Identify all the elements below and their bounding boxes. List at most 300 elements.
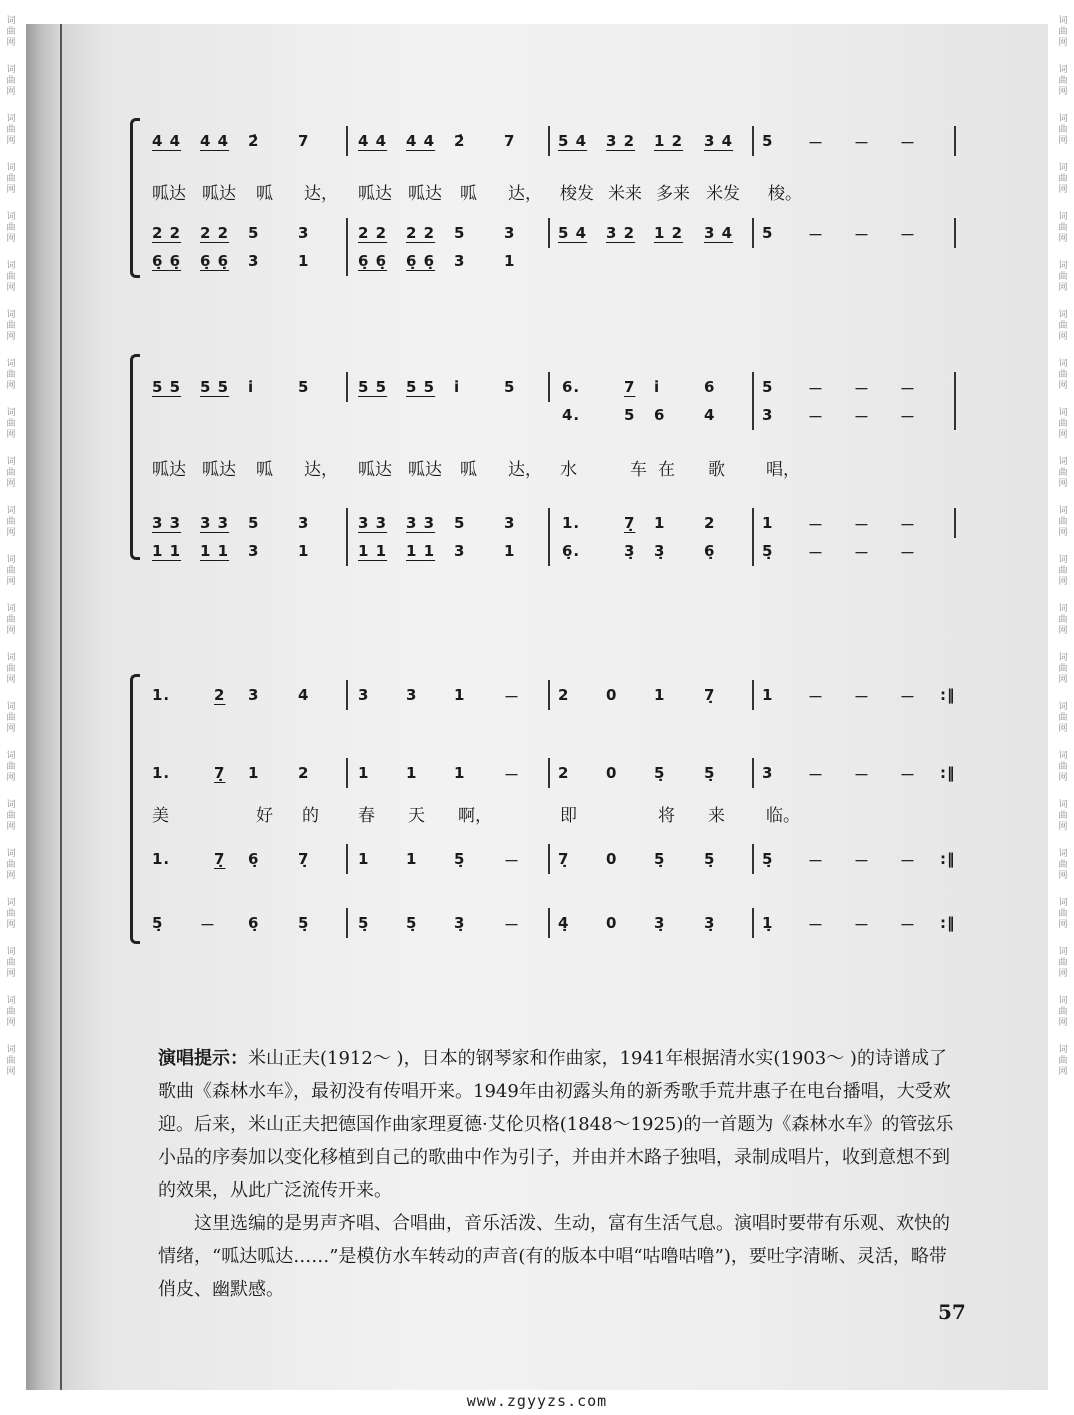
note: 1: [654, 686, 666, 704]
barline: [548, 126, 550, 156]
note: 5: [248, 224, 260, 242]
note: －: [854, 134, 871, 152]
note: i̇: [654, 378, 661, 396]
barline: [346, 908, 348, 938]
note: 6: [704, 378, 716, 396]
note: 2 2: [152, 224, 182, 242]
page-gutter: [26, 24, 60, 1390]
note: i̇: [454, 378, 461, 396]
note: 5: [504, 378, 516, 396]
note: 1̣: [762, 914, 774, 932]
note: 1: [762, 686, 774, 704]
note: 3: [248, 686, 260, 704]
lyric-word: 春: [358, 806, 375, 826]
barline: [346, 246, 348, 276]
lyric-word: 呱: [460, 460, 477, 480]
barline: [346, 126, 348, 156]
note: 4 4: [406, 132, 436, 150]
note: －: [200, 916, 217, 934]
side-watermark-text: 词曲网: [1058, 947, 1068, 979]
side-watermark-text: 词曲网: [1058, 702, 1068, 734]
note: 3: [358, 686, 370, 704]
note: 2 2: [200, 224, 230, 242]
note: 3: [248, 252, 260, 270]
side-watermark-text: 词曲网: [6, 261, 16, 293]
note: 3: [454, 542, 466, 560]
barline: [752, 908, 754, 938]
performance-notes: [158, 1042, 958, 1306]
note: 5: [454, 224, 466, 242]
barline: [752, 680, 754, 710]
side-watermark-text: 词曲网: [1058, 359, 1068, 391]
barline: [954, 400, 956, 430]
note: 1.: [152, 850, 171, 868]
performance-notes-para1: [158, 1042, 958, 1207]
barline: [752, 758, 754, 788]
side-watermark-text: 词曲网: [1058, 457, 1068, 489]
note: 6̣: [248, 850, 260, 868]
note: 4̣: [558, 914, 570, 932]
note: 5: [454, 514, 466, 532]
side-watermark-text: 词曲网: [6, 163, 16, 195]
note: 2: [298, 764, 310, 782]
lyric-word: 唱，: [766, 460, 800, 480]
note: 1: [406, 850, 418, 868]
lyric-word: 将: [658, 806, 675, 826]
note: 5̣: [654, 764, 666, 782]
note: 3 3: [406, 514, 436, 532]
lyric-word: 达，: [508, 184, 542, 204]
note: 3: [454, 252, 466, 270]
lyric-word: 梭。: [768, 184, 802, 204]
note: 4 4: [200, 132, 230, 150]
side-watermark-text: 词曲网: [6, 800, 16, 832]
note: 1 2: [654, 132, 684, 150]
note: －: [900, 544, 917, 562]
performance-notes-para2: 这里选编的是男声齐唱、合唱曲，音乐活泼、生动，富有生活气息。演唱时要带有乐观、欢快的情绪，“呱达呱达……”是模仿水车转动的声音(有的版本中唱“咕噜咕噜”)，要吐字清晰、灵活，略带俏皮、幽默感。: [158, 1213, 950, 1300]
side-watermark-text: 词曲网: [1058, 310, 1068, 342]
note: －: [854, 516, 871, 534]
lyric-word: 呱达: [408, 184, 442, 204]
note: 5: [298, 378, 310, 396]
barline: [346, 758, 348, 788]
note: 7̣: [214, 850, 226, 868]
side-watermark-text: 词曲网: [6, 898, 16, 930]
note: －: [854, 226, 871, 244]
side-watermark-text: 词曲网: [6, 604, 16, 636]
note: 1.: [562, 514, 581, 532]
note: 1: [504, 252, 516, 270]
note: 7̣: [298, 850, 310, 868]
barline: [548, 680, 550, 710]
barline: [548, 844, 550, 874]
side-watermark-text: 词曲网: [6, 947, 16, 979]
lyric-word: 啊，: [458, 806, 492, 826]
note: 1: [762, 514, 774, 532]
note: －: [504, 688, 521, 706]
performance-notes-text1: 米山正夫(1912～ )，日本的钢琴家和作曲家，1941年根据清水实(1903～ )的诗谱成了歌曲《森林水车》，最初没有传唱开来。1949年由初露头角的新秀歌手荒井惠子在电台播唱，大受欢迎。后来，米山正夫把德国作曲家理夏德·艾伦贝格(1848～1925)的一首题为《森林水车》的管弦乐小品的序奏加以变化移植到自己的歌曲中作为引子，并由并木路子独唱，录制成唱片，收到意想不到的效果，从此广泛流传开来。: [158, 1048, 954, 1201]
barline: [752, 400, 754, 430]
note: －: [504, 916, 521, 934]
lyric-word: 的: [302, 806, 319, 826]
note: 3: [504, 224, 516, 242]
note: 1: [358, 764, 370, 782]
note: 1: [454, 764, 466, 782]
note: －: [504, 852, 521, 870]
note: －: [808, 408, 825, 426]
notation-row: [148, 128, 978, 154]
lyric-word: 达，: [304, 460, 338, 480]
note: －: [900, 916, 917, 934]
note: 7̣: [624, 514, 636, 532]
note: 1 1: [406, 542, 436, 560]
note: 3: [248, 542, 260, 560]
note: i̇: [248, 378, 255, 396]
side-watermark-text: 词曲网: [1058, 604, 1068, 636]
side-watermark-text: 词曲网: [6, 16, 16, 48]
note: 1.: [152, 764, 171, 782]
barline: [752, 536, 754, 566]
note: 1 2: [654, 224, 684, 242]
note: －: [854, 544, 871, 562]
note: －: [900, 134, 917, 152]
note: －: [504, 766, 521, 784]
lyric-word: 在: [658, 460, 675, 480]
note: －: [854, 408, 871, 426]
note: 5̣: [762, 850, 774, 868]
note: 3̣: [704, 914, 716, 932]
lyric-word: 呱达: [202, 460, 236, 480]
side-watermark-text: 词曲网: [6, 996, 16, 1028]
lyric-word: 呱达: [358, 184, 392, 204]
side-watermark-text: 词曲网: [6, 359, 16, 391]
system-bracket: [130, 354, 140, 560]
note: 6̣ 6̣: [406, 252, 436, 270]
note: 2: [558, 764, 570, 782]
note: 1 1: [152, 542, 182, 560]
note: 5̣: [358, 914, 370, 932]
note: 0: [606, 850, 618, 868]
note: 2̇: [454, 132, 466, 150]
note: 5 5: [152, 378, 182, 396]
side-watermark-text: 词曲网: [1058, 555, 1068, 587]
note: 5: [762, 378, 774, 396]
note: －: [808, 544, 825, 562]
note: 2: [214, 686, 226, 704]
note: 5̣: [298, 914, 310, 932]
page-number: 57: [938, 1300, 966, 1324]
note: 6̣: [704, 542, 716, 560]
note: 5̣: [406, 914, 418, 932]
note: 5 5: [358, 378, 388, 396]
side-watermark-text: 词曲网: [1058, 1045, 1068, 1077]
notation-row: [148, 682, 978, 708]
note: －: [808, 688, 825, 706]
lyric-word: 呱达: [152, 184, 186, 204]
note: 1: [358, 850, 370, 868]
barline: [548, 218, 550, 248]
lyric-word: 水: [560, 460, 577, 480]
side-watermark-text: 词曲网: [6, 555, 16, 587]
note: 2: [558, 686, 570, 704]
lyric-word: 天: [408, 806, 425, 826]
notation-row: [148, 374, 978, 400]
note: －: [854, 688, 871, 706]
note: 6̣ 6̣: [152, 252, 182, 270]
barline: [752, 844, 754, 874]
note: 2 2: [358, 224, 388, 242]
note: 5 4: [558, 224, 588, 242]
note: －: [808, 226, 825, 244]
note: －: [808, 766, 825, 784]
note: －: [900, 408, 917, 426]
note: 2 2: [406, 224, 436, 242]
barline: [954, 218, 956, 248]
note: 3: [298, 514, 310, 532]
system-bracket: [130, 118, 140, 278]
note: 3 2: [606, 132, 636, 150]
note: 2: [704, 514, 716, 532]
note: 6̣ 6̣: [358, 252, 388, 270]
note: －: [900, 688, 917, 706]
note: －: [808, 134, 825, 152]
gutter-line: [60, 24, 62, 1390]
side-watermark-text: 词曲网: [6, 114, 16, 146]
side-watermark-text: 词曲网: [1058, 261, 1068, 293]
side-watermark-text: 词曲网: [6, 1045, 16, 1077]
note: 7: [504, 132, 516, 150]
note: 5̣: [454, 850, 466, 868]
left-watermark-strip: [0, 0, 22, 1415]
note: 1: [298, 252, 310, 270]
side-watermark-text: 词曲网: [1058, 653, 1068, 685]
note: 3: [406, 686, 418, 704]
lyric-word: 呱达: [202, 184, 236, 204]
note: －: [900, 766, 917, 784]
note: －: [854, 766, 871, 784]
note: 7̣: [214, 764, 226, 782]
lyric-word: 呱: [256, 184, 273, 204]
barline: [346, 372, 348, 402]
side-watermark-text: 词曲网: [1058, 212, 1068, 244]
note: 3: [762, 406, 774, 424]
lyric-row: [152, 176, 972, 202]
note: 5: [762, 224, 774, 242]
note: 5 5: [406, 378, 436, 396]
lyric-word: 米发: [706, 184, 740, 204]
barline: [548, 508, 550, 538]
note: 4: [298, 686, 310, 704]
lyric-word: 呱达: [408, 460, 442, 480]
barline: [346, 508, 348, 538]
side-watermark-text: 词曲网: [1058, 506, 1068, 538]
lyric-word: 来: [708, 806, 725, 826]
performance-notes-label: 演唱提示：: [158, 1048, 248, 1069]
lyric-word: 米来: [608, 184, 642, 204]
note: 6̣: [248, 914, 260, 932]
barline: [954, 372, 956, 402]
barline: [346, 844, 348, 874]
barline: [548, 908, 550, 938]
note: :‖: [940, 850, 956, 868]
side-watermark-text: 词曲网: [6, 65, 16, 97]
barline: [752, 218, 754, 248]
lyric-row: [152, 798, 972, 824]
note: 7̣: [558, 850, 570, 868]
note: 3 4: [704, 132, 734, 150]
note: －: [808, 916, 825, 934]
note: :‖: [940, 764, 956, 782]
note: 1: [654, 514, 666, 532]
barline: [346, 536, 348, 566]
lyric-word: 即: [560, 806, 577, 826]
system-bracket: [130, 674, 140, 944]
note: 3: [504, 514, 516, 532]
scanned-page: [26, 24, 1048, 1390]
note: 3̣: [454, 914, 466, 932]
barline: [752, 508, 754, 538]
lyric-word: 歌: [708, 460, 725, 480]
lyric-word: 呱达: [358, 460, 392, 480]
note: 4 4: [358, 132, 388, 150]
note: 1: [248, 764, 260, 782]
right-watermark-strip: [1052, 0, 1074, 1415]
barline: [548, 536, 550, 566]
note: 7̣: [704, 686, 716, 704]
note: 4: [704, 406, 716, 424]
lyric-word: 呱达: [152, 460, 186, 480]
note: 2̇: [248, 132, 260, 150]
side-watermark-text: 词曲网: [6, 506, 16, 538]
side-watermark-text: 词曲网: [6, 457, 16, 489]
barline: [548, 758, 550, 788]
note: 1: [454, 686, 466, 704]
note: 3 3: [152, 514, 182, 532]
note: －: [808, 380, 825, 398]
side-watermark-text: 词曲网: [1058, 408, 1068, 440]
side-watermark-text: 词曲网: [1058, 898, 1068, 930]
note: －: [808, 852, 825, 870]
note: 3: [298, 224, 310, 242]
note: :‖: [940, 686, 956, 704]
lyric-word: 呱: [460, 184, 477, 204]
note: 3 4: [704, 224, 734, 242]
note: :‖: [940, 914, 956, 932]
barline: [752, 372, 754, 402]
lyric-word: 好: [256, 806, 273, 826]
note: 6̣.: [562, 542, 581, 560]
note: 5: [248, 514, 260, 532]
note: 3 3: [200, 514, 230, 532]
side-watermark-text: 词曲网: [6, 849, 16, 881]
note: 1: [298, 542, 310, 560]
note: 4.: [562, 406, 581, 424]
lyric-word: 车: [630, 460, 647, 480]
barline: [752, 126, 754, 156]
notation-row: [148, 248, 978, 274]
note: 1 1: [358, 542, 388, 560]
note: 3̣: [654, 542, 666, 560]
note: 3̣: [624, 542, 636, 560]
note: 5̣: [704, 850, 716, 868]
note: －: [900, 516, 917, 534]
note: 3 2: [606, 224, 636, 242]
notation-row: [148, 760, 978, 786]
barline: [346, 218, 348, 248]
notation-row: [148, 510, 978, 536]
note: 5̣: [152, 914, 164, 932]
lyric-word: 达，: [304, 184, 338, 204]
note: 0: [606, 764, 618, 782]
note: 5 4: [558, 132, 588, 150]
note: 5: [762, 132, 774, 150]
side-watermark-text: 词曲网: [1058, 16, 1068, 48]
note: －: [900, 380, 917, 398]
note: 5̣: [654, 850, 666, 868]
note: 1: [504, 542, 516, 560]
note: 1.: [152, 686, 171, 704]
note: 6.: [562, 378, 581, 396]
note: 3̣: [654, 914, 666, 932]
note: 3: [762, 764, 774, 782]
note: －: [854, 916, 871, 934]
note: －: [900, 226, 917, 244]
side-watermark-text: 词曲网: [6, 702, 16, 734]
lyric-word: 临。: [766, 806, 800, 826]
side-watermark-text: 词曲网: [6, 653, 16, 685]
barline: [346, 680, 348, 710]
note: 7: [298, 132, 310, 150]
notation-row: [148, 846, 978, 872]
note: 0: [606, 686, 618, 704]
notation-row: [148, 538, 978, 564]
lyric-word: 呱: [256, 460, 273, 480]
barline: [954, 126, 956, 156]
notation-row: [148, 402, 978, 428]
side-watermark-text: 词曲网: [6, 751, 16, 783]
side-watermark-text: 词曲网: [1058, 114, 1068, 146]
note: 0: [606, 914, 618, 932]
side-watermark-text: 词曲网: [6, 408, 16, 440]
note: 3 3: [358, 514, 388, 532]
side-watermark-text: 词曲网: [1058, 65, 1068, 97]
note: －: [900, 852, 917, 870]
lyric-word: 多来: [656, 184, 690, 204]
note: 5̣: [704, 764, 716, 782]
side-watermark-text: 词曲网: [1058, 800, 1068, 832]
note: 5̣: [762, 542, 774, 560]
side-watermark-text: 词曲网: [6, 310, 16, 342]
lyric-row: [152, 452, 972, 478]
side-watermark-text: 词曲网: [1058, 996, 1068, 1028]
note: 4 4: [152, 132, 182, 150]
lyric-word: 美: [152, 806, 169, 826]
note: 5: [624, 406, 636, 424]
note: 6̣ 6̣: [200, 252, 230, 270]
notation-row: [148, 220, 978, 246]
side-watermark-text: 词曲网: [1058, 163, 1068, 195]
side-watermark-text: 词曲网: [6, 212, 16, 244]
lyric-word: 达，: [508, 460, 542, 480]
note: －: [854, 380, 871, 398]
note: 5 5: [200, 378, 230, 396]
note: 6: [654, 406, 666, 424]
note: 1: [406, 764, 418, 782]
side-watermark-text: 词曲网: [1058, 849, 1068, 881]
footer-url: www.zgyyzs.com: [466, 1392, 608, 1410]
lyric-word: 梭发: [560, 184, 594, 204]
notation-row: [148, 910, 978, 936]
